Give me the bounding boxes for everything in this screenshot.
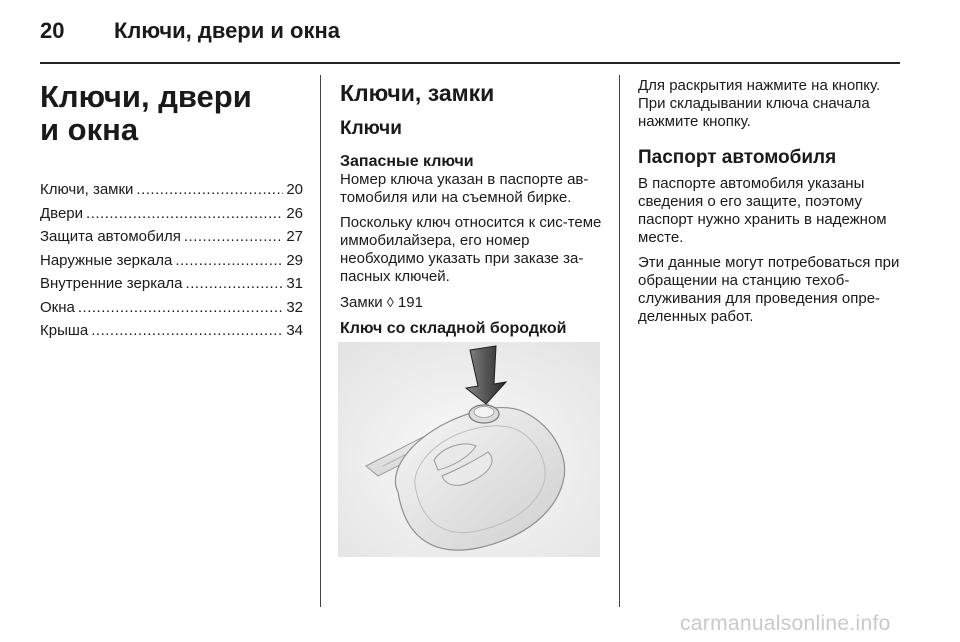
toc-entry-label: Наружные зеркала	[40, 251, 173, 269]
toc-entry-page: 26	[286, 204, 303, 222]
key-number-paragraph: Номер ключа указан в паспорте ав-томобиля или на съемной бирке.	[340, 171, 589, 206]
toc-leader	[184, 225, 283, 249]
header-rule	[40, 62, 900, 64]
toc-leader	[78, 296, 283, 320]
toc-entry-label: Защита автомобиля	[40, 228, 181, 245]
toc-leader	[86, 202, 283, 226]
toc-entry-label: Двери	[40, 204, 84, 222]
toc-entry[interactable]	[40, 319, 303, 343]
toc-leader	[186, 272, 284, 296]
toc-entry-page: 34	[286, 322, 303, 339]
toc-leader	[136, 178, 283, 202]
toc-entry[interactable]	[40, 225, 303, 249]
passport-heading: Паспорт автомобиля	[638, 147, 837, 168]
subsection-title: Ключи	[340, 118, 402, 139]
spare-keys-heading: Запасные ключи	[340, 153, 474, 170]
unfold-instructions: Для раскрытия нажмите на кнопку. При складывании ключа сначала нажмите кнопку.	[638, 77, 881, 130]
column-divider	[619, 75, 620, 607]
immobilizer-paragraph: Поскольку ключ относится к сис-теме иммобилайзера, его номер необходимо указать при заказе за-пасных ключей.	[340, 214, 602, 285]
running-title: Ключи, двери и окна	[114, 18, 340, 43]
chapter-title	[40, 80, 310, 146]
toc-entry[interactable]	[40, 272, 303, 296]
toc-entry[interactable]	[40, 296, 303, 320]
toc-entry-label: Окна	[40, 298, 75, 316]
toc-entry-page: 20	[286, 181, 303, 198]
chapter-title-line1: Ключи, двери	[40, 79, 252, 114]
page-number: 20	[40, 18, 65, 43]
toc-entry-label: Внутренние зеркала	[40, 275, 183, 292]
toc-entry-page: 29	[286, 251, 303, 269]
release-button-top	[474, 407, 494, 418]
xref-arrow-icon: ◊	[386, 294, 394, 310]
xref-label: Замки	[340, 294, 383, 311]
column-divider	[320, 75, 321, 607]
toc-entry-page: 27	[286, 228, 303, 245]
section-title: Ключи, замки	[340, 80, 495, 106]
toc-leader	[175, 249, 283, 273]
xref-page: 191	[397, 294, 423, 311]
folding-key-illustration	[338, 342, 600, 557]
folding-key-heading: Ключ со складной бородкой	[340, 320, 567, 337]
toc-leader	[91, 319, 283, 343]
table-of-contents	[40, 178, 303, 343]
toc-entry[interactable]	[40, 249, 303, 273]
cross-reference[interactable]	[340, 293, 605, 312]
toc-entry-page: 32	[286, 298, 303, 316]
toc-entry-label: Крыша	[40, 322, 89, 339]
toc-entry-label: Ключи, замки	[40, 181, 134, 198]
passport-paragraph: В паспорте автомобиля указаны сведения о его защите, поэтому паспорт нужно хранить в надежном месте.	[638, 175, 887, 246]
watermark-text: carmanualsonline.info	[680, 612, 891, 635]
toc-entry[interactable]	[40, 178, 303, 202]
chapter-title-line2: и окна	[40, 112, 139, 147]
toc-entry[interactable]	[40, 202, 303, 226]
service-paragraph: Эти данные могут потребоваться при обращении на станцию техоб-служивания для проведения опре-деленных работ.	[638, 254, 900, 325]
column-keys	[340, 80, 605, 338]
toc-entry-page: 31	[286, 275, 303, 292]
column-passport	[638, 77, 908, 333]
